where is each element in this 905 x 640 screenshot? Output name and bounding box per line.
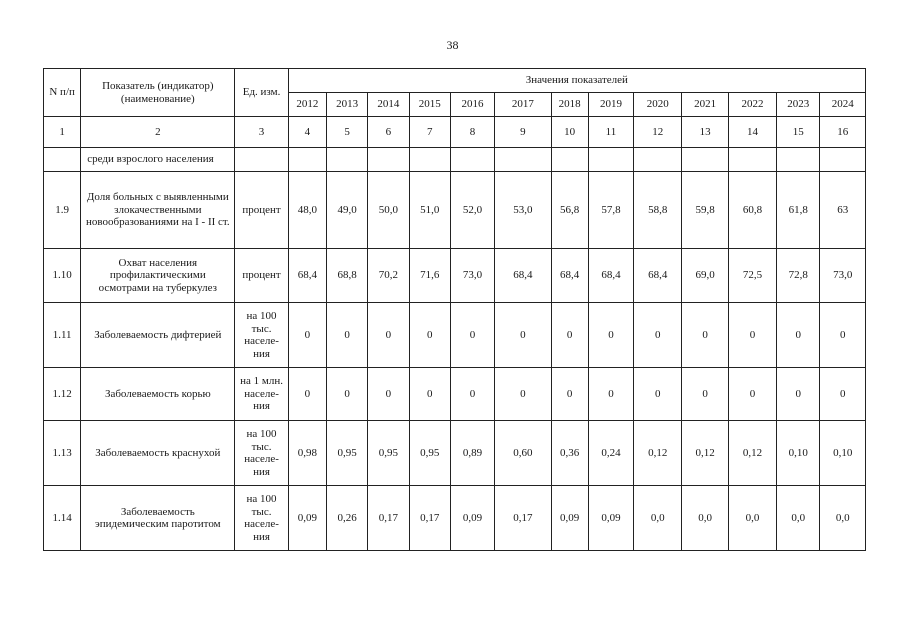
value-cell: 50,0	[368, 172, 409, 249]
value-cell: 0	[327, 368, 368, 421]
value-cell: 0	[450, 303, 494, 368]
column-number: 4	[288, 117, 326, 148]
indicator-name: Заболеваемость эпидемическим паротитом	[81, 486, 235, 551]
header-year: 2015	[409, 93, 450, 117]
value-cell: 53,0	[495, 172, 551, 249]
column-number: 8	[450, 117, 494, 148]
value-cell: 0	[409, 303, 450, 368]
page-number: 38	[446, 38, 459, 52]
value-cell: 0,95	[409, 421, 450, 486]
column-number: 2	[81, 117, 235, 148]
header-values: Значения показателей	[288, 69, 865, 93]
value-cell: 51,0	[409, 172, 450, 249]
unit: на 100 тыс. населе- ния	[235, 421, 288, 486]
column-number: 7	[409, 117, 450, 148]
value-cell: 49,0	[327, 172, 368, 249]
value-cell: 0	[551, 303, 588, 368]
table-row	[44, 421, 866, 486]
value-cell: 0,0	[682, 486, 728, 551]
value-cell: 0	[495, 368, 551, 421]
indicator-name: Охват населения профилактическими осмотрами на туберкулез	[81, 249, 235, 303]
unit: процент	[235, 249, 288, 303]
value-cell: 0	[288, 303, 326, 368]
row-number: 1.12	[44, 368, 81, 421]
value-cell: 0,24	[588, 421, 633, 486]
row-number: 1.11	[44, 303, 81, 368]
value-cell: 0,09	[588, 486, 633, 551]
value-cell: 0	[495, 303, 551, 368]
value-cell: 68,4	[288, 249, 326, 303]
value-cell: 68,4	[588, 249, 633, 303]
header-year: 2014	[368, 93, 409, 117]
value-cell: 0,60	[495, 421, 551, 486]
value-cell: 0	[820, 368, 866, 421]
value-cell: 72,8	[777, 249, 820, 303]
column-number: 9	[495, 117, 551, 148]
header-year: 2016	[450, 93, 494, 117]
value-cell: 52,0	[450, 172, 494, 249]
value-cell: 0	[368, 303, 409, 368]
indicators-table	[43, 68, 866, 551]
value-cell: 0,09	[450, 486, 494, 551]
row-number: 1.10	[44, 249, 81, 303]
indicator-name: Заболеваемость краснухой	[81, 421, 235, 486]
value-cell: 0	[409, 368, 450, 421]
header-indicator: Показатель (индикатор) (наименование)	[81, 69, 235, 117]
value-cell: 0,17	[368, 486, 409, 551]
value-cell: 0,89	[450, 421, 494, 486]
column-number: 12	[634, 117, 682, 148]
column-number: 10	[551, 117, 588, 148]
value-cell: 0,12	[634, 421, 682, 486]
value-cell: 0,95	[368, 421, 409, 486]
header-n: N п/п	[44, 69, 81, 117]
header-year: 2020	[634, 93, 682, 117]
value-cell: 56,8	[551, 172, 588, 249]
value-cell: 0	[682, 368, 728, 421]
value-cell: 71,6	[409, 249, 450, 303]
value-cell: 0	[368, 368, 409, 421]
value-cell: 48,0	[288, 172, 326, 249]
value-cell: 0,10	[820, 421, 866, 486]
value-cell: 0,0	[777, 486, 820, 551]
unit: на 1 млн. населе- ния	[235, 368, 288, 421]
value-cell: 0	[288, 368, 326, 421]
value-cell: 0,95	[327, 421, 368, 486]
column-number: 14	[728, 117, 776, 148]
value-cell: 0	[728, 303, 776, 368]
value-cell: 0,10	[777, 421, 820, 486]
column-number: 1	[44, 117, 81, 148]
value-cell: 0,17	[409, 486, 450, 551]
value-cell: 73,0	[450, 249, 494, 303]
value-cell: 0	[588, 303, 633, 368]
value-cell: 0	[588, 368, 633, 421]
value-cell: 0	[777, 303, 820, 368]
header-year: 2013	[327, 93, 368, 117]
column-number: 15	[777, 117, 820, 148]
column-number: 11	[588, 117, 633, 148]
indicator-name: Заболеваемость дифтерией	[81, 303, 235, 368]
value-cell: 0	[820, 303, 866, 368]
value-cell: 0	[634, 368, 682, 421]
column-number: 5	[327, 117, 368, 148]
header-unit: Ед. изм.	[235, 69, 288, 117]
column-number: 6	[368, 117, 409, 148]
row-number: 1.9	[44, 172, 81, 249]
unit: на 100 тыс. населе- ния	[235, 486, 288, 551]
value-cell: 0	[682, 303, 728, 368]
continuation-row	[44, 148, 866, 172]
value-cell: 59,8	[682, 172, 728, 249]
unit: на 100 тыс. населе- ния	[235, 303, 288, 368]
value-cell: 61,8	[777, 172, 820, 249]
value-cell: 0,26	[327, 486, 368, 551]
value-cell: 0	[327, 303, 368, 368]
value-cell: 0,17	[495, 486, 551, 551]
value-cell: 57,8	[588, 172, 633, 249]
table-row	[44, 368, 866, 421]
value-cell: 73,0	[820, 249, 866, 303]
header-year: 2019	[588, 93, 633, 117]
continuation-text: среди взрослого населения	[81, 148, 235, 172]
table-row	[44, 486, 866, 551]
value-cell: 68,4	[551, 249, 588, 303]
value-cell: 0,09	[288, 486, 326, 551]
value-cell: 0,09	[551, 486, 588, 551]
column-number: 3	[235, 117, 288, 148]
unit: процент	[235, 172, 288, 249]
row-number: 1.14	[44, 486, 81, 551]
value-cell: 63	[820, 172, 866, 249]
value-cell: 68,4	[495, 249, 551, 303]
value-cell: 70,2	[368, 249, 409, 303]
header-year: 2024	[820, 93, 866, 117]
value-cell: 60,8	[728, 172, 776, 249]
header-year: 2017	[495, 93, 551, 117]
value-cell: 69,0	[682, 249, 728, 303]
value-cell: 0	[728, 368, 776, 421]
value-cell: 0,98	[288, 421, 326, 486]
value-cell: 0	[450, 368, 494, 421]
value-cell: 0,12	[682, 421, 728, 486]
header-year: 2018	[551, 93, 588, 117]
value-cell: 0	[634, 303, 682, 368]
value-cell: 0,12	[728, 421, 776, 486]
header-year: 2022	[728, 93, 776, 117]
table-row	[44, 249, 866, 303]
value-cell: 0	[551, 368, 588, 421]
column-number: 13	[682, 117, 728, 148]
header-year: 2023	[777, 93, 820, 117]
value-cell: 72,5	[728, 249, 776, 303]
table-row	[44, 172, 866, 249]
value-cell: 0,36	[551, 421, 588, 486]
value-cell: 0,0	[634, 486, 682, 551]
value-cell: 58,8	[634, 172, 682, 249]
value-cell: 68,8	[327, 249, 368, 303]
value-cell: 0,0	[820, 486, 866, 551]
value-cell: 0	[777, 368, 820, 421]
header-year: 2012	[288, 93, 326, 117]
column-number: 16	[820, 117, 866, 148]
value-cell: 68,4	[634, 249, 682, 303]
value-cell: 0,0	[728, 486, 776, 551]
indicator-name: Доля больных с выявленными злокачественными новообразованиями на I - II ст.	[81, 172, 235, 249]
header-year: 2021	[682, 93, 728, 117]
indicator-name: Заболеваемость корью	[81, 368, 235, 421]
row-number: 1.13	[44, 421, 81, 486]
table-row	[44, 303, 866, 368]
